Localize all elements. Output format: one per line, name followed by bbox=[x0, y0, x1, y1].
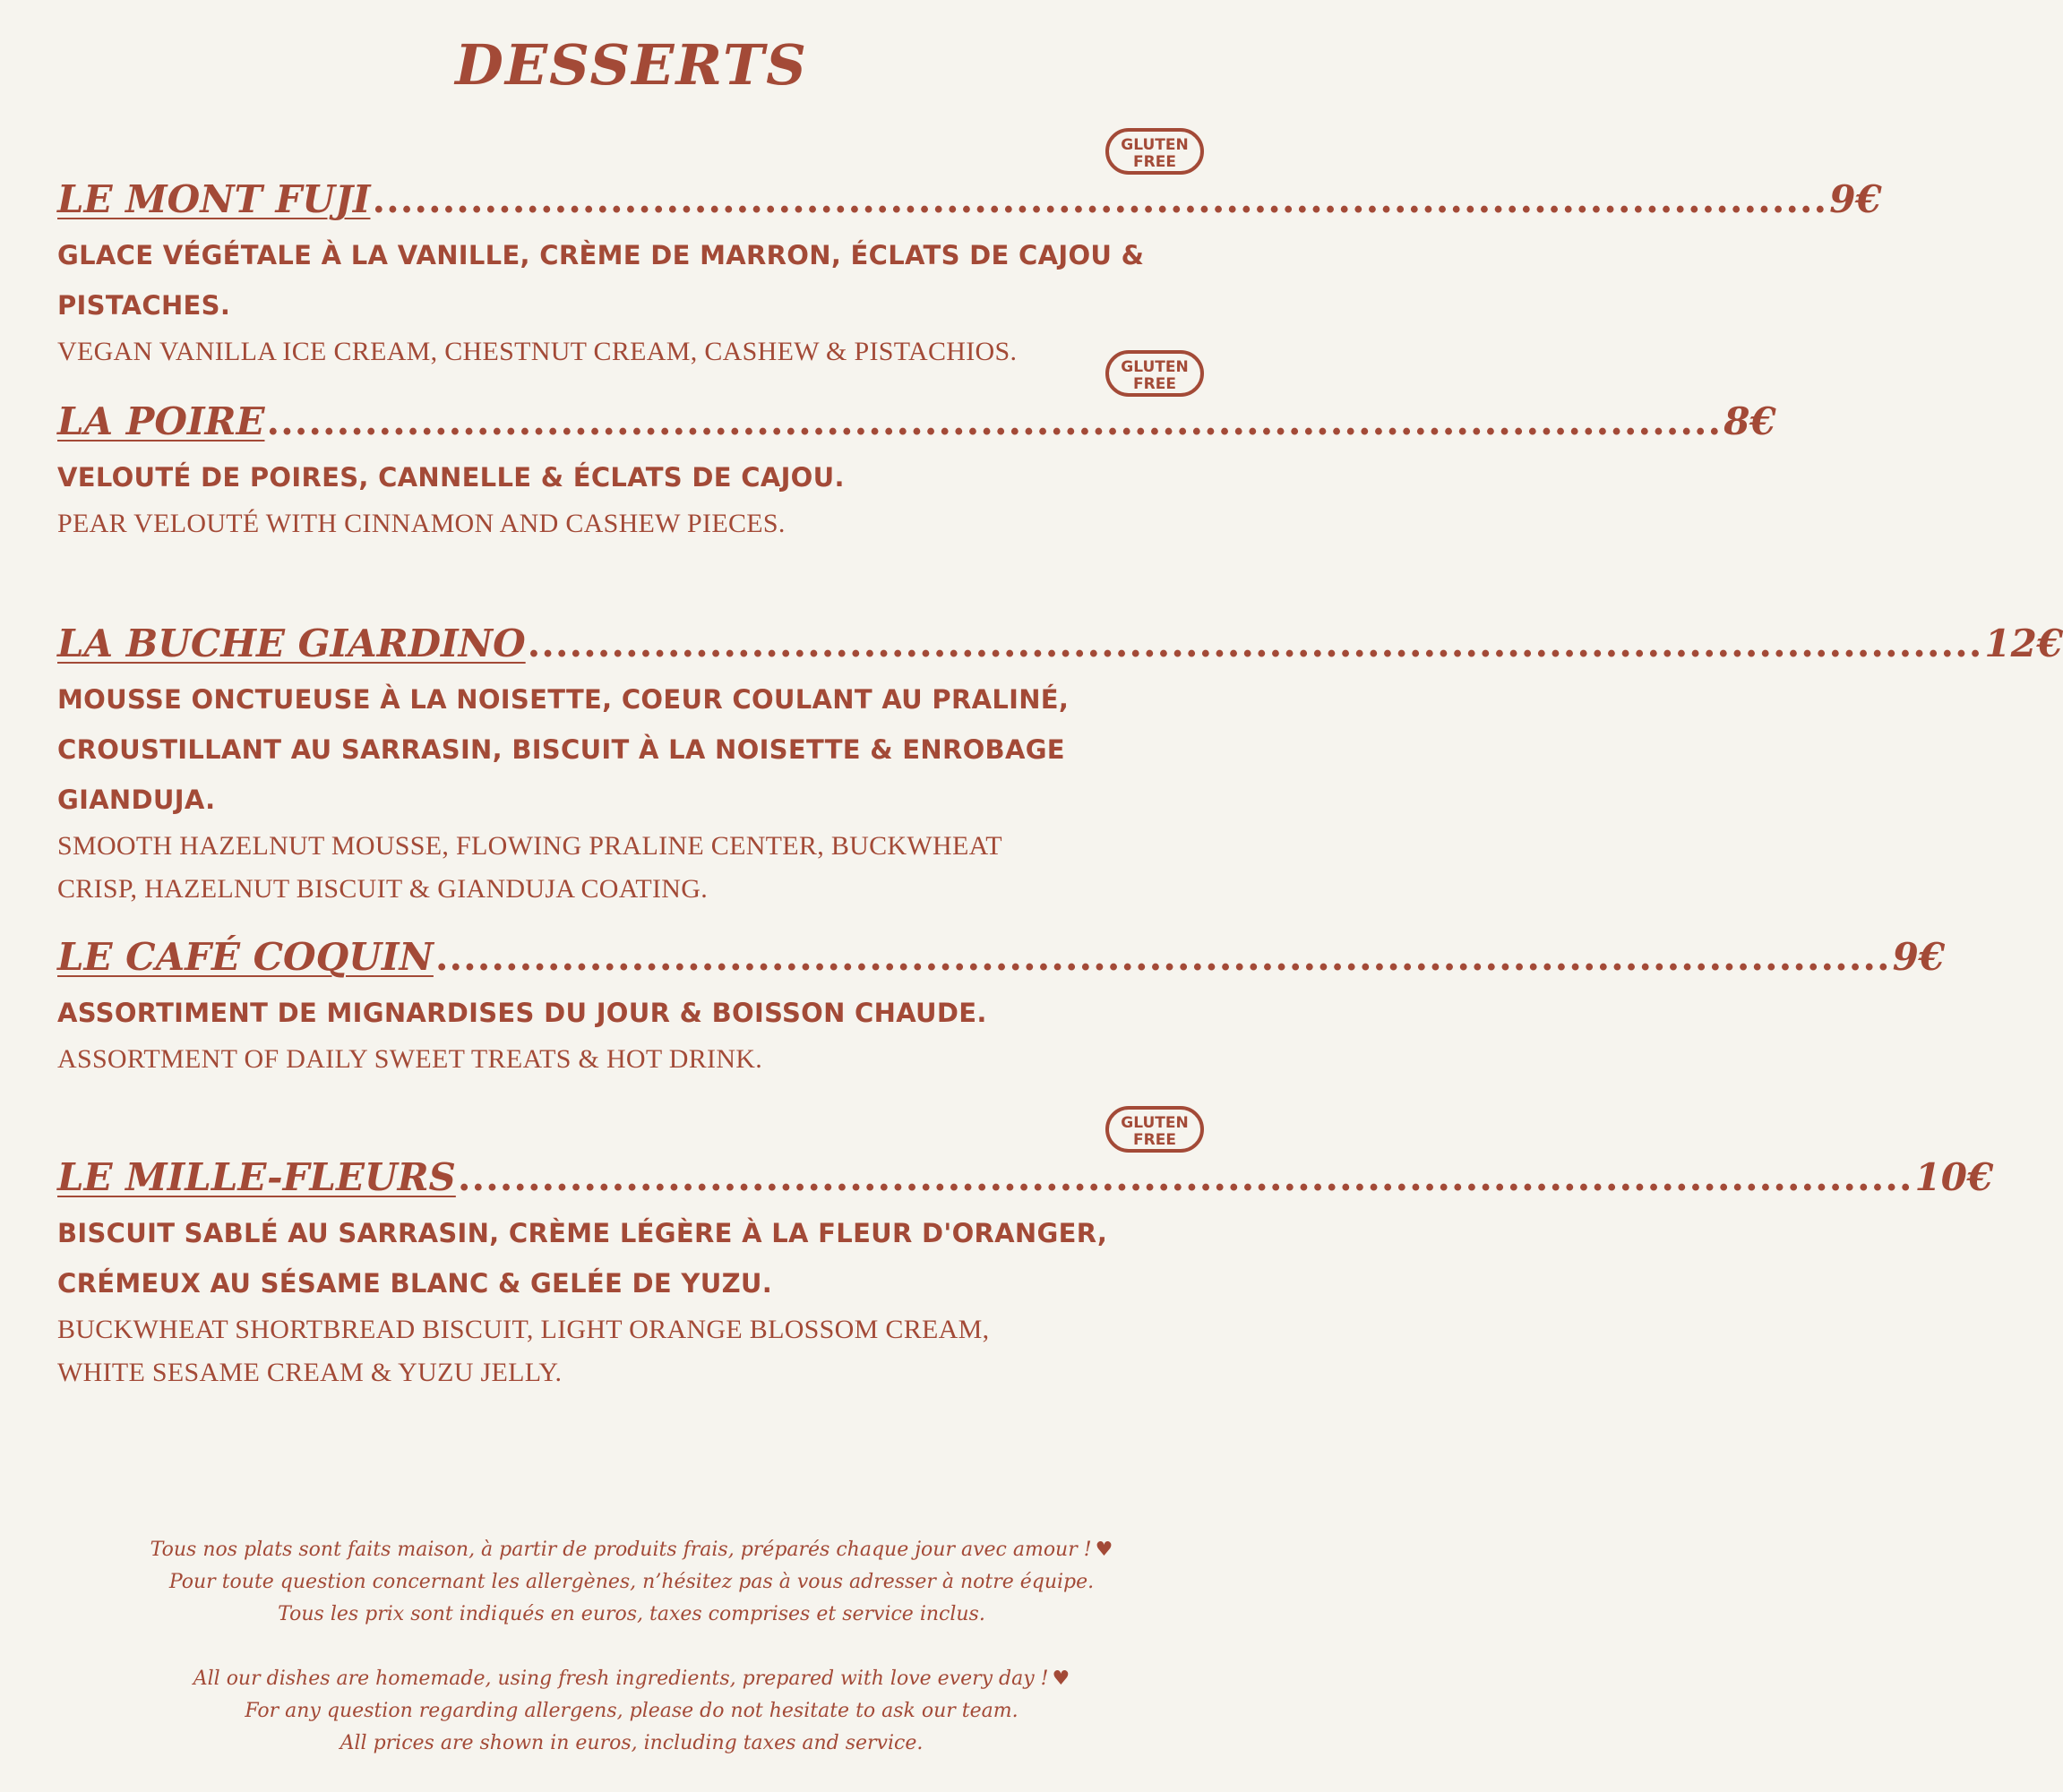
item-description-fr bbox=[57, 1208, 1204, 1308]
gluten-free-badge bbox=[1105, 127, 1205, 176]
footer-line: Tous les prix sont indiqués en euros, taxes comprises et service inclus. bbox=[278, 1603, 985, 1625]
item-name: LE MONT FUJI bbox=[57, 177, 371, 221]
description-line: ASSORTIMENT DE MIGNARDISES DU JOUR & BOISSON CHAUDE. bbox=[57, 998, 987, 1028]
footer-line: Pour toute question concernant les allergènes, n’hésitez pas à vous adresser à notre équipe. bbox=[168, 1571, 1095, 1593]
description-line: ASSORTMENT OF DAILY SWEET TREATS & HOT DRINK. bbox=[57, 1044, 763, 1074]
menu-item-mille-fleurs bbox=[57, 1155, 1994, 1394]
menu-item-header bbox=[57, 935, 1946, 979]
item-price: 9€ bbox=[1829, 177, 1882, 221]
description-line: CRÉMEUX AU SÉSAME BLANC & GELÉE DE YUZU. bbox=[57, 1268, 773, 1299]
item-description-en bbox=[57, 1308, 1204, 1394]
description-line: GLACE VÉGÉTALE À LA VANILLE, CRÈME DE MARRON, ÉCLATS DE CAJOU & PISTACHES. bbox=[57, 240, 1145, 321]
footer-line: For any question regarding allergens, please do not hesitate to ask our team. bbox=[245, 1700, 1019, 1722]
item-description-en bbox=[57, 1038, 1204, 1081]
dot-leader: ........................................................................................................ bbox=[434, 935, 1891, 979]
item-price: 10€ bbox=[1914, 1155, 1994, 1199]
footer-text: Tous nos plats sont faits maison, à partir de produits frais, préparés chaque jour avec amour ! bbox=[150, 1539, 1092, 1561]
item-description-fr bbox=[57, 988, 1204, 1038]
menu-item-header bbox=[57, 399, 1776, 443]
item-name: LE CAFÉ COQUIN bbox=[57, 935, 434, 979]
item-description-fr bbox=[57, 674, 1204, 825]
menu-item-header bbox=[57, 1155, 1994, 1199]
dot-leader: ........................................................................................................ bbox=[457, 1155, 1913, 1199]
item-name: LA BUCHE GIARDINO bbox=[57, 622, 526, 665]
footer-notes-fr bbox=[0, 1534, 1263, 1631]
menu-item-mont-fuji bbox=[57, 177, 1882, 373]
description-line: BISCUIT SABLÉ AU SARRASIN, CRÈME LÉGÈRE À LA FLEUR D'ORANGER, bbox=[57, 1218, 1108, 1248]
item-price: 8€ bbox=[1723, 399, 1776, 443]
menu-item-buche-giardino bbox=[57, 622, 2063, 911]
description-line: PEAR VELOUTÉ WITH CINNAMON AND CASHEW PIECES. bbox=[57, 509, 786, 538]
dot-leader: ........................................................................................................ bbox=[527, 622, 1983, 665]
item-description-en bbox=[57, 825, 1204, 911]
page-title: DESSERTS bbox=[455, 32, 808, 98]
menu-item-cafe-coquin bbox=[57, 935, 1946, 1081]
description-line: WHITE SESAME CREAM & YUZU JELLY. bbox=[57, 1358, 563, 1387]
menu-item-la-poire bbox=[57, 399, 1776, 545]
description-line: VEGAN VANILLA ICE CREAM, CHESTNUT CREAM, CASHEW & PISTACHIOS. bbox=[57, 337, 1018, 366]
menu-item-header bbox=[57, 177, 1882, 221]
dot-leader: ........................................................................................................ bbox=[266, 399, 1723, 443]
item-price: 9€ bbox=[1892, 935, 1946, 979]
description-line: MOUSSE ONCTUEUSE À LA NOISETTE, COEUR COULANT AU PRALINÉ, bbox=[57, 684, 1070, 715]
footer-line: All prices are shown in euros, including taxes and service. bbox=[340, 1732, 924, 1754]
item-description-fr bbox=[57, 230, 1204, 330]
badge-text-line2: FREE bbox=[1133, 375, 1176, 393]
gluten-free-badge bbox=[1105, 1105, 1205, 1153]
description-line: BUCKWHEAT SHORTBREAD BISCUIT, LIGHT ORANGE BLOSSOM CREAM, bbox=[57, 1315, 990, 1344]
description-line: CRISP, HAZELNUT BISCUIT & GIANDUJA COATING. bbox=[57, 874, 709, 904]
badge-text-line1: GLUTEN bbox=[1121, 1114, 1189, 1132]
description-line: VELOUTÉ DE POIRES, CANNELLE & ÉCLATS DE CAJOU. bbox=[57, 462, 845, 493]
footer-line bbox=[0, 1534, 1263, 1566]
footer-line bbox=[0, 1663, 1263, 1695]
dot-leader: ........................................................................................................ bbox=[372, 177, 1828, 221]
item-description-en bbox=[57, 330, 1204, 373]
badge-text-line1: GLUTEN bbox=[1121, 136, 1189, 154]
menu-item-header bbox=[57, 622, 2063, 665]
description-line: CROUSTILLANT AU SARRASIN, BISCUIT À LA NOISETTE & ENROBAGE GIANDUJA. bbox=[57, 734, 1065, 815]
description-line: SMOOTH HAZELNUT MOUSSE, FLOWING PRALINE CENTER, BUCKWHEAT bbox=[57, 831, 1002, 861]
item-description-fr bbox=[57, 452, 1204, 502]
item-name: LE MILLE-FLEURS bbox=[57, 1155, 456, 1199]
badge-text-line2: FREE bbox=[1133, 1131, 1176, 1149]
badge-text-line1: GLUTEN bbox=[1121, 358, 1189, 376]
item-name: LA POIRE bbox=[57, 399, 265, 443]
heart-icon: ♥ bbox=[1052, 1668, 1070, 1690]
footer-text: All our dishes are homemade, using fresh ingredients, prepared with love every day ! bbox=[193, 1668, 1049, 1690]
item-description-en bbox=[57, 502, 1204, 545]
badge-text-line2: FREE bbox=[1133, 153, 1176, 171]
footer-notes-en bbox=[0, 1663, 1263, 1760]
item-price: 12€ bbox=[1984, 622, 2063, 665]
heart-icon: ♥ bbox=[1095, 1539, 1113, 1561]
